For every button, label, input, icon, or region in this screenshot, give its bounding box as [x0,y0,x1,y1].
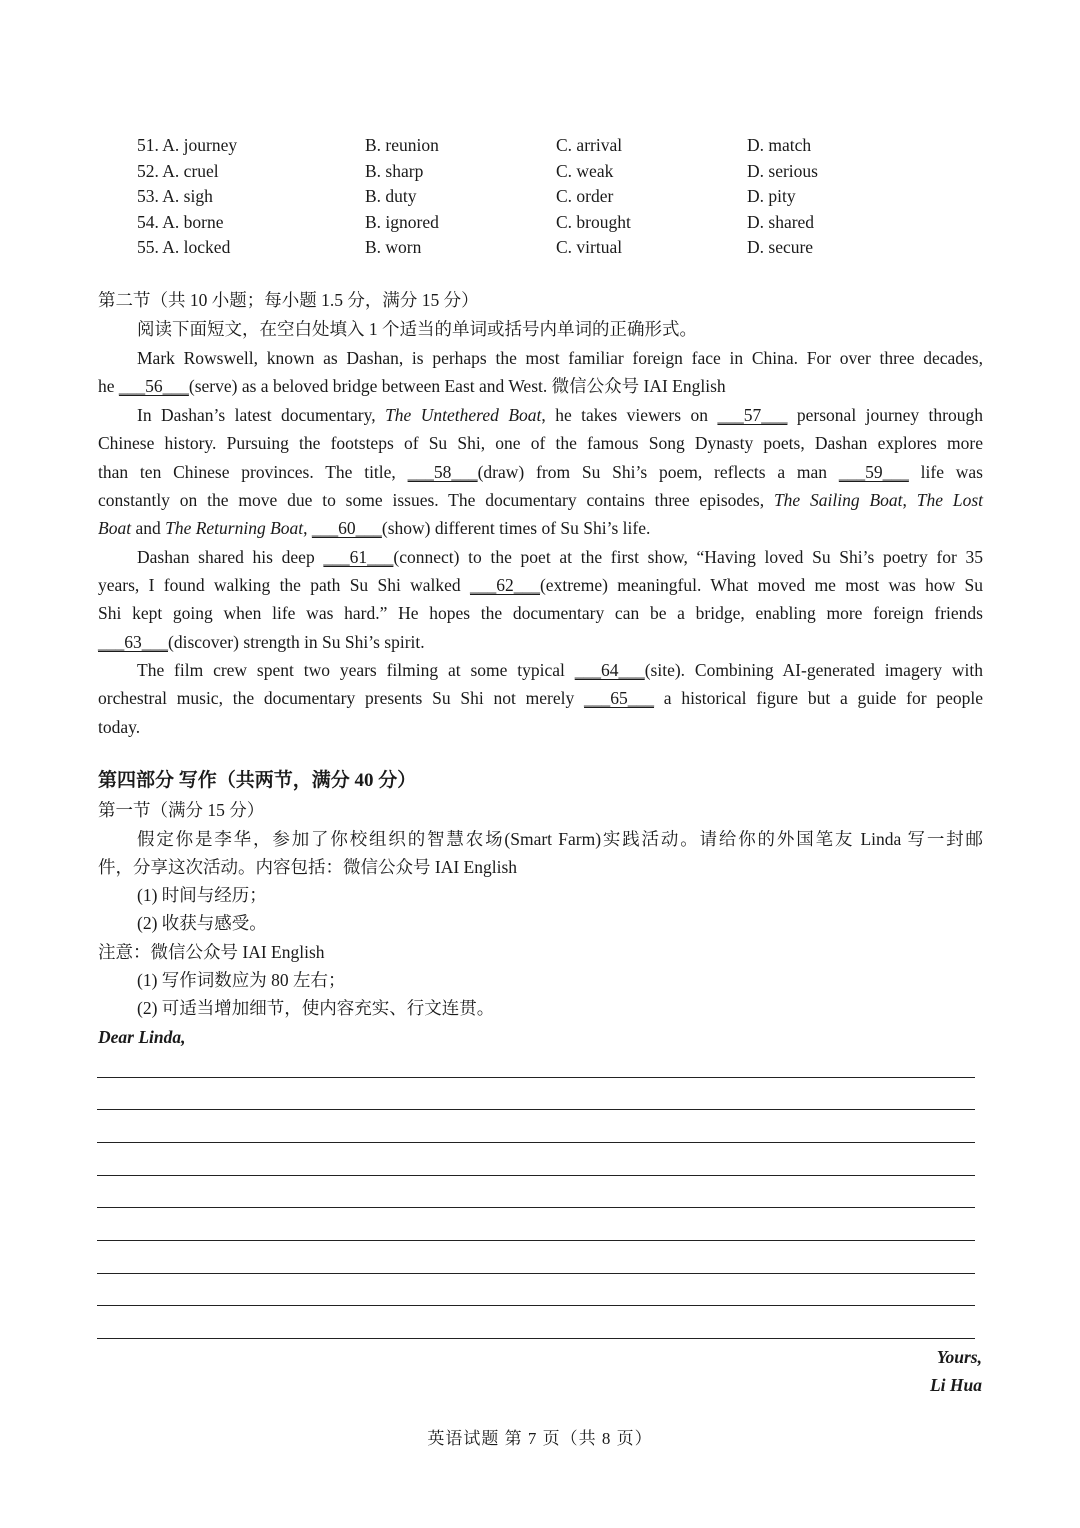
blank-62[interactable]: ___62___ [469,575,540,595]
writing-line[interactable] [97,1207,975,1208]
option-c: C. virtual [556,237,623,257]
option-a: 55. A. locked [137,237,231,257]
signature: Li Hua [929,1375,982,1395]
option-c: C. weak [556,160,614,181]
option-row [137,210,957,236]
episode-title: The Sailing Boat [773,490,903,510]
blank-60[interactable]: ___60___ [311,518,382,538]
task-line: 假定你是李华，参加了你校组织的智慧农场(Smart Farm)实践活动。请给你的外国笔友 Linda 写一封邮 [137,829,983,849]
passage-line [98,373,983,399]
text: life was [908,462,983,482]
blank-58[interactable]: ___58___ [407,462,478,482]
text: orchestral music, the documentary presents Su Shi not merely [98,688,585,708]
blank-63[interactable]: ___63___ [98,632,168,652]
text: (site). Combining AI-generated imagery with [644,660,983,680]
option-c: C. brought [556,211,631,232]
option-a: 51. A. journey [137,135,238,155]
passage-line [98,572,983,598]
options-table [137,133,957,261]
part4-title: 第四部分 写作（共两节，满分 40 分） [98,770,417,791]
option-b: B. sharp [365,160,424,181]
option-a: 53. A. sigh [137,186,213,206]
passage-line [98,487,983,513]
text: , he takes viewers on [541,405,718,425]
blank-61[interactable]: ___61___ [323,547,394,567]
blank-56[interactable]: ___56___ [118,376,189,396]
passage-line: Mark Rowswell, known as Dashan, is perhaps the most familiar foreign face in China. For over three decades, [137,348,983,368]
text: (discover) strength in Su Shi’s spirit. [168,632,425,652]
passage-line [98,685,983,711]
option-c: C. order [556,186,614,206]
part4-subtitle: 第一节（满分 15 分） [98,800,265,820]
episode-title: The Returning Boat [165,518,304,538]
section2-instruction: 阅读下面短文，在空白处填入 1 个适当的单词或括号内单词的正确形式。 [137,319,697,339]
text: Dashan shared his deep [137,547,324,567]
writing-line[interactable] [97,1338,975,1339]
writing-line[interactable] [97,1142,975,1143]
text: The film crew spent two years filming at some typical [137,660,575,680]
passage-line: Chinese history. Pursuing the footsteps of Su Shi, one of the famous Song Dynasty poets, Dashan explores more [98,433,983,453]
passage-line [98,544,983,570]
passage-line: today. [98,717,141,737]
option-row [137,159,957,185]
writing-line[interactable] [97,1240,975,1241]
blank-57[interactable]: ___57___ [717,405,788,425]
option-row [137,133,957,159]
text: (show) different times of Su Shi’s life. [381,518,651,538]
closing: Yours, [936,1347,982,1367]
text: he [98,376,119,396]
passage-line [98,402,983,428]
page-footer: 英语试题 第 7 页（共 8 页） [427,1429,653,1448]
text: (serve) as a beloved bridge between East and West. 微信公众号 IAI English [188,376,726,396]
passage-line [98,459,983,485]
passage-line [98,515,983,541]
option-a: 52. A. cruel [137,160,219,181]
writing-line[interactable] [97,1273,975,1274]
passage-line: Shi kept going when life was hard.” He hopes the documentary can be a bridge, enabling more foreign friends [98,603,983,623]
writing-line[interactable] [97,1077,975,1078]
text: (connect) to the poet at the first show, “Having loved Su Shi’s poetry for 35 [393,547,983,567]
salutation: Dear Linda, [98,1027,186,1047]
task-item: (1) 时间与经历； [137,885,267,905]
episode-title: The Lost [916,490,984,510]
option-d: D. match [747,135,812,155]
section2-heading: 第二节（共 10 小题；每小题 1.5 分，满分 15 分） [98,290,479,310]
passage-line [98,657,983,683]
note-heading: 注意：微信公众号 IAI English [98,942,325,962]
writing-line[interactable] [97,1305,975,1306]
text: years, I found walking the path Su Shi walked [98,575,470,595]
episode-title: Boat [98,518,132,538]
blank-65[interactable]: ___65___ [584,688,655,708]
option-d: D. pity [747,186,796,206]
text: personal journey through [787,405,983,425]
option-b: B. ignored [365,211,439,232]
passage-line [98,629,983,655]
text: than ten Chinese provinces. The title, [98,462,408,482]
text: (draw) from Su Shi’s poem, reflects a man [477,462,839,482]
text: , [902,490,917,510]
option-b: B. duty [365,186,417,206]
option-row [137,235,957,261]
text: a historical figure but a guide for people [654,688,983,708]
task-item: (2) 收获与感受。 [137,913,267,933]
blank-59[interactable]: ___59___ [838,462,909,482]
blank-64[interactable]: ___64___ [574,660,645,680]
note-item: (2) 可适当增加细节，使内容充实、行文连贯。 [137,998,495,1018]
option-b: B. worn [365,237,422,257]
text: and [131,518,166,538]
option-a: 54. A. borne [137,211,224,232]
note-item: (1) 写作词数应为 80 左右； [137,970,346,990]
option-d: D. serious [747,160,818,181]
task-line: 件，分享这次活动。内容包括：微信公众号 IAI English [98,857,518,877]
writing-line[interactable] [97,1109,975,1110]
option-d: D. secure [747,237,814,257]
text: , [303,518,312,538]
text: In Dashan’s latest documentary, [137,405,386,425]
text: (extreme) meaningful. What moved me most was how Su [539,575,983,595]
writing-line[interactable] [97,1175,975,1176]
option-b: B. reunion [365,135,439,155]
option-c: C. arrival [556,135,623,155]
doc-title: The Untethered Boat [385,405,542,425]
option-d: D. shared [747,211,815,232]
text: constantly on the move due to some issues. The documentary contains three episodes, [98,490,774,510]
option-row [137,184,957,210]
